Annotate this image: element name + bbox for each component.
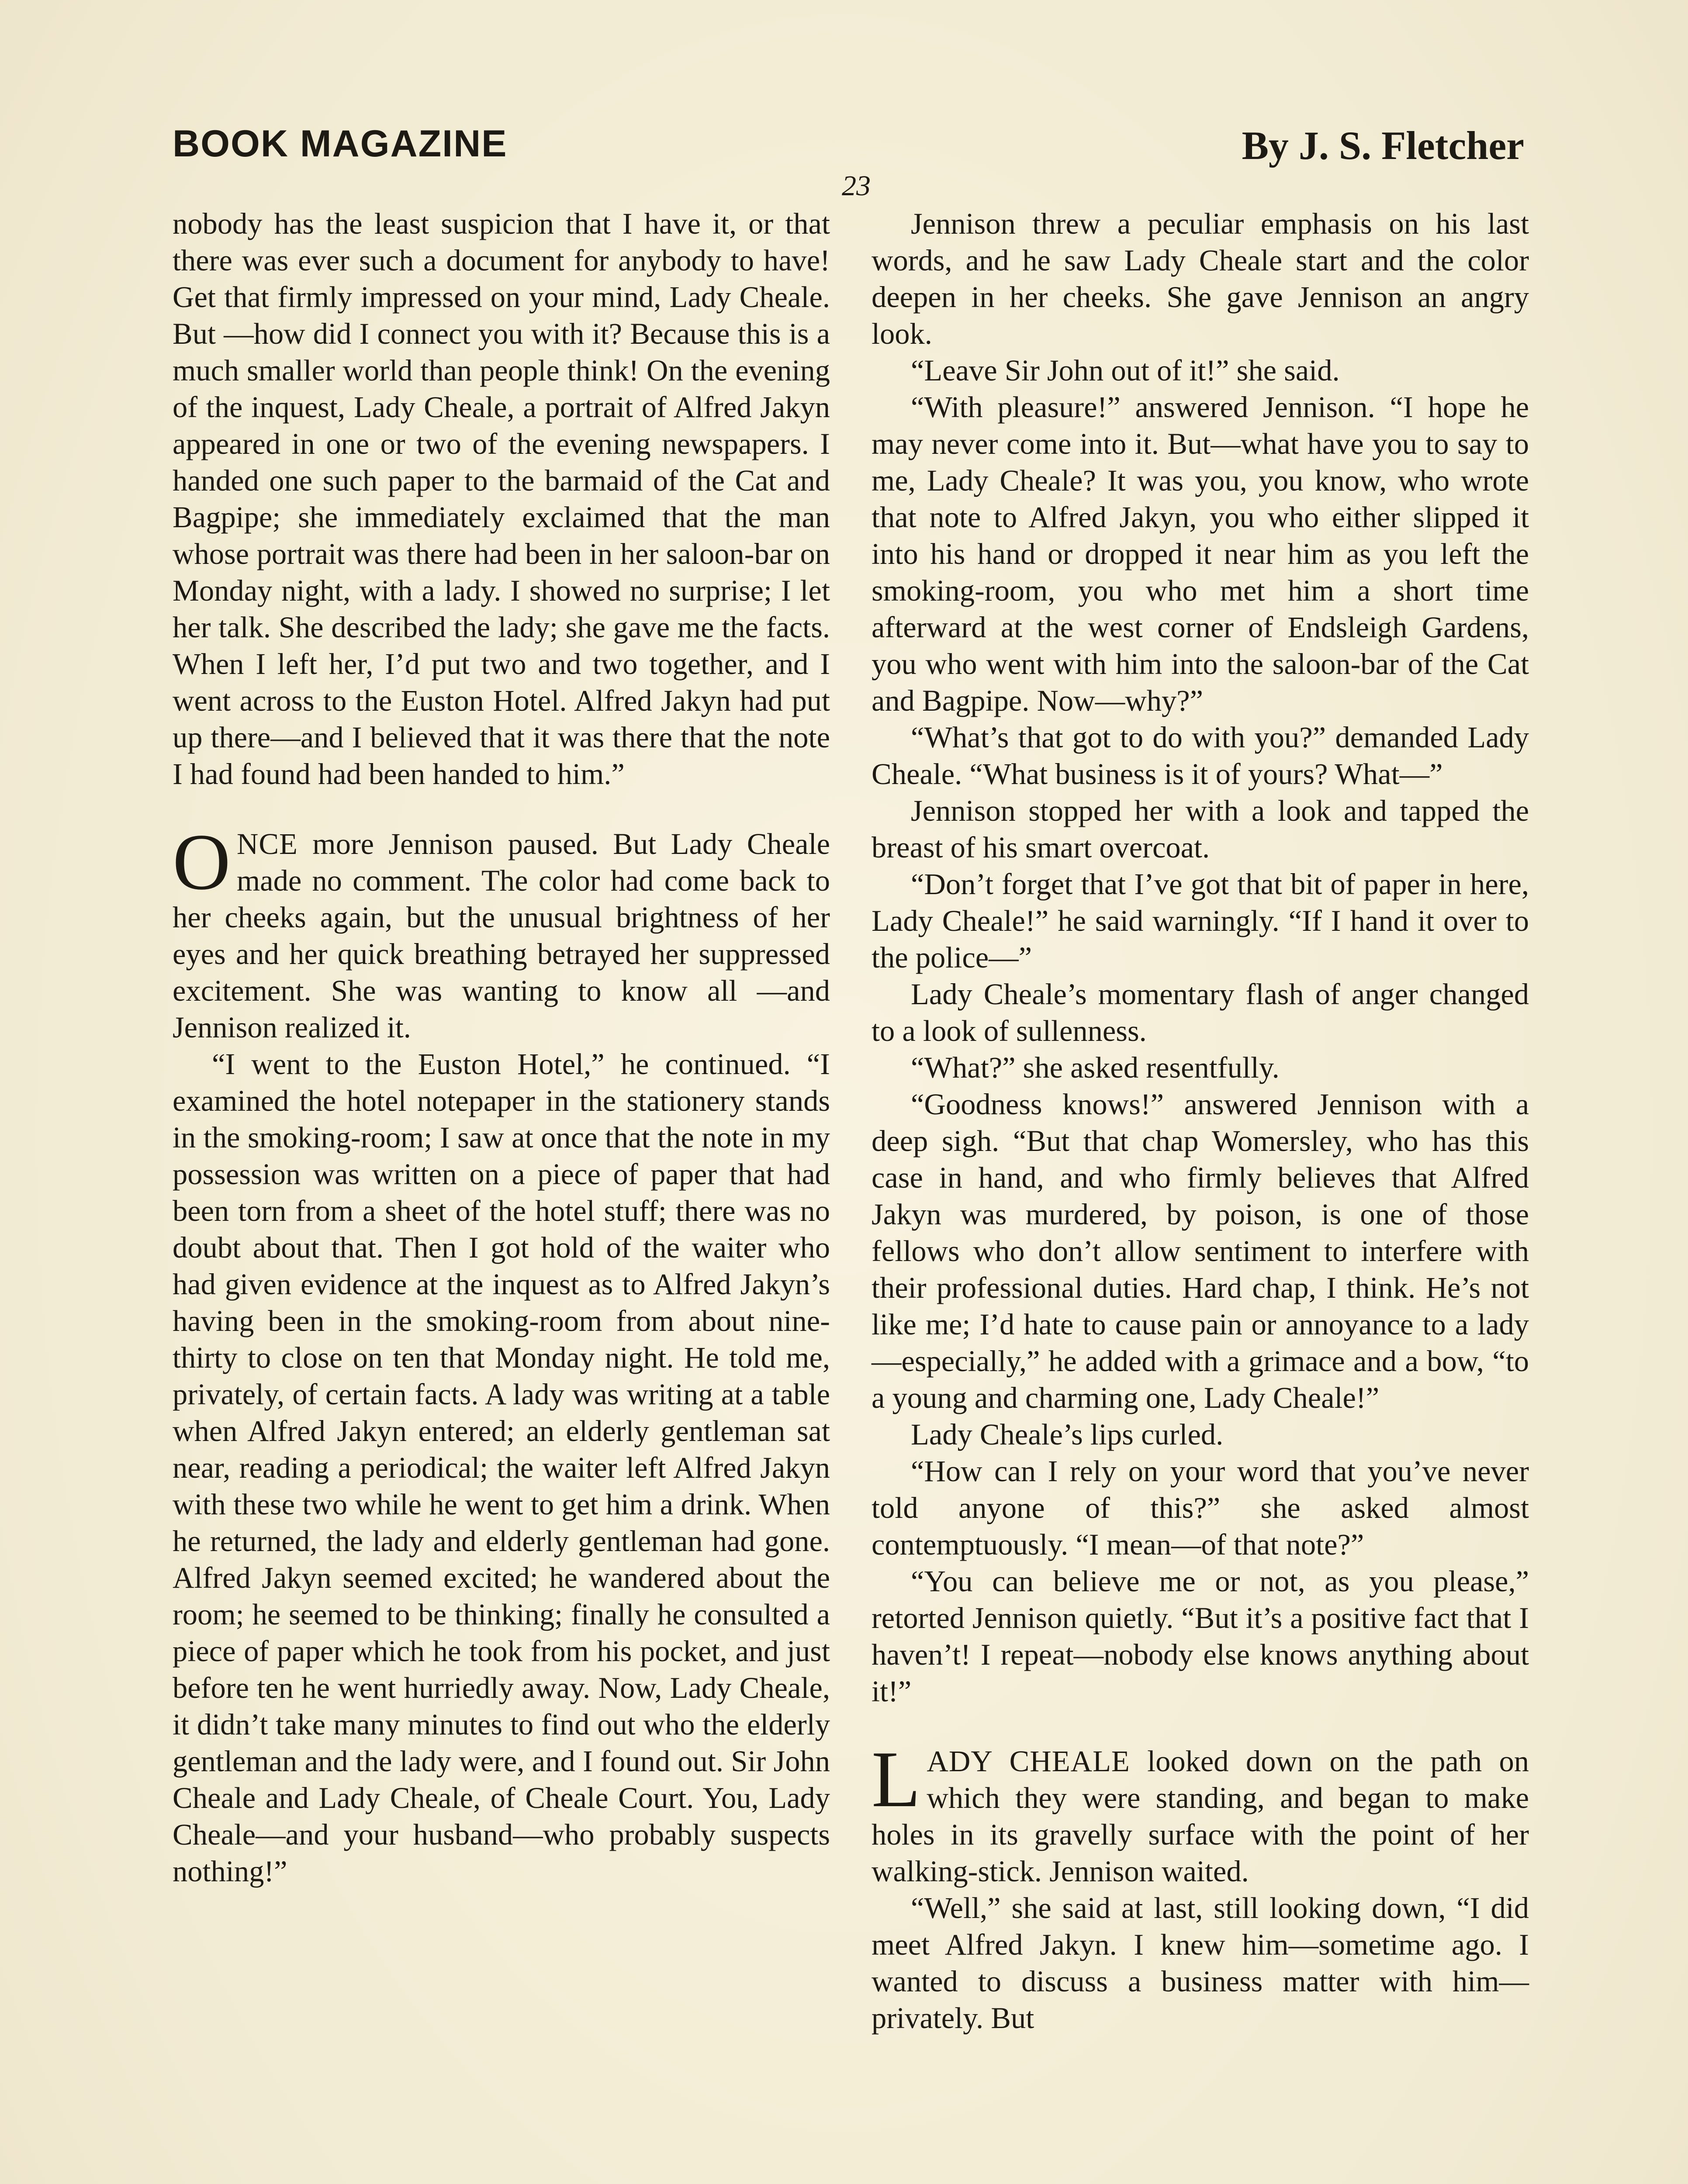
paragraph: “With pleasure!” answered Jennison. “I hope he may never come into it. But—what have you to say to me, Lady Cheale? It was you, you know, who wrote that note to Alfred Jakyn, you who either slipped it into his hand or dropped it near him as you left the smoking-room, you who met him a short time afterward at the west corner of Endsleigh Gardens, you who went with him into the saloon-bar of the Cat and Bagpipe. Now—why?” [872,390,1529,717]
page-number: 23 [842,170,871,202]
paragraph: “Goodness knows!” answered Jennison with a deep sigh. “But that chap Womersley, who has this case in hand, and who firmly believes that Alfred Jakyn was murdered, by poison, is one of those fellows who don’t allow sentiment to interfere with their professional duties. Hard chap, I think. He’s not like me; I’d hate to cause pain or annoyance to a lady—especially,” he added with a grimace and a bow, “to a young and charming one, Lady Cheale!” [872,1088,1529,1414]
paragraph-text: looked down on the path on which they were standing, and began to make holes in its gravelly surface with the point of her walking-stick. Jennison waited. [872,1745,1529,1888]
running-head-publication: BOOK MAGAZINE [173,123,508,165]
paragraph: “Leave Sir John out of it!” she said. [911,354,1340,387]
paragraph: “What?” she asked resentfully. [911,1051,1280,1084]
paragraph: “I went to the Euston Hotel,” he continued. “I examined the hotel notepaper in the stationery stands in the smoking-room; I saw at once that the note in my possession was written on a piece of paper that had been torn from a sheet of the hotel stuff; there was no doubt about that. Then I got hold of the waiter who had given evidence at the inquest as to Alfred Jakyn’s having been in the smoking-room from about nine-thirty to close on ten that Monday night. He told me, privately, of certain facts. A lady was writing at a table when Alfred Jakyn entered; an elderly gentleman sat near, reading a periodical; the waiter left Alfred Jakyn with these two while he went to get him a drink. When he returned, the lady and elderly gentleman had gone. Alfred Jakyn seemed excited; he wandered about the room; he seemed to be thinking; finally he consulted a piece of paper which he took from his pocket, and just before ten he went hurriedly away. Now, Lady Cheale, it didn’t take many minutes to find out who the elderly gentleman and the lady were, and I found out. Sir John Cheale and Lady Cheale, of Cheale Court. You, Lady Cheale—and your husband—who probably suspects nothing!” [173,1047,830,1888]
drop-cap-lead: NCE [236,827,298,860]
drop-cap: O [173,817,231,906]
section-paragraph [173,817,830,1046]
paragraph-text: more Jennison paused. But Lady Cheale made no comment. The color had come back to her cheeks again, but the unusual brightness of her eyes and her quick breathing betrayed her suppressed excitement. She was wanting to know all —and Jennison realized it. [173,827,830,1044]
drop-cap: L [872,1735,921,1824]
paragraph: Jennison threw a peculiar emphasis on his last words, and he saw Lady Cheale start and the color deepen in her cheeks. She gave Jennison an angry look. [872,207,1529,350]
right-column [872,205,1529,2036]
paragraph: “What’s that got to do with you?” demanded Lady Cheale. “What business is it of yours? What—” [872,721,1529,791]
paragraph: “Well,” she said at last, still looking down, “I did meet Alfred Jakyn. I knew him—sometime ago. I wanted to discuss a business matter with him—privately. But [872,1891,1529,2035]
running-head-author: By J. S. Fletcher [1242,123,1524,168]
paragraph: “You can believe me or not, as you please,” retorted Jennison quietly. “But it’s a positive fact that I haven’t! I repeat—nobody else knows anything about it!” [872,1565,1529,1708]
paragraph: Lady Cheale’s lips curled. [911,1418,1224,1451]
left-column [173,205,830,1890]
paragraph: nobody has the least suspicion that I have it, or that there was ever such a document for anybody to have! Get that firmly impressed on your mind, Lady Cheale. But —how did I connect you with it? Because this is a much smaller world than people think! On the evening of the inquest, Lady Cheale, a portrait of Alfred Jakyn appeared in one or two of the evening newspapers. I handed one such paper to the barmaid of the Cat and Bagpipe; she immediately exclaimed that the man whose portrait was there had been in her saloon-bar on Monday night, with a lady. I showed no surprise; I let her talk. She described the lady; she gave me the facts. When I left her, I’d put two and two together, and I went across to the Euston Hotel. Alfred Jakyn had put up there—and I believed that it was there that the note I had found had been handed to him.” [173,207,830,791]
section-paragraph [872,1735,1529,1890]
paragraph: Lady Cheale’s momentary flash of anger changed to a look of sullenness. [872,978,1529,1047]
paragraph: “How can I rely on your word that you’ve never told anyone of this?” she asked almost contemptuously. “I mean—of that note?” [872,1455,1529,1561]
paragraph: Jennison stopped her with a look and tapped the breast of his smart overcoat. [872,794,1529,864]
paragraph: “Don’t forget that I’ve got that bit of paper in here, Lady Cheale!” he said warningly. “If I hand it over to the police—” [872,867,1529,974]
drop-cap-lead: ADY CHEALE [927,1745,1130,1778]
